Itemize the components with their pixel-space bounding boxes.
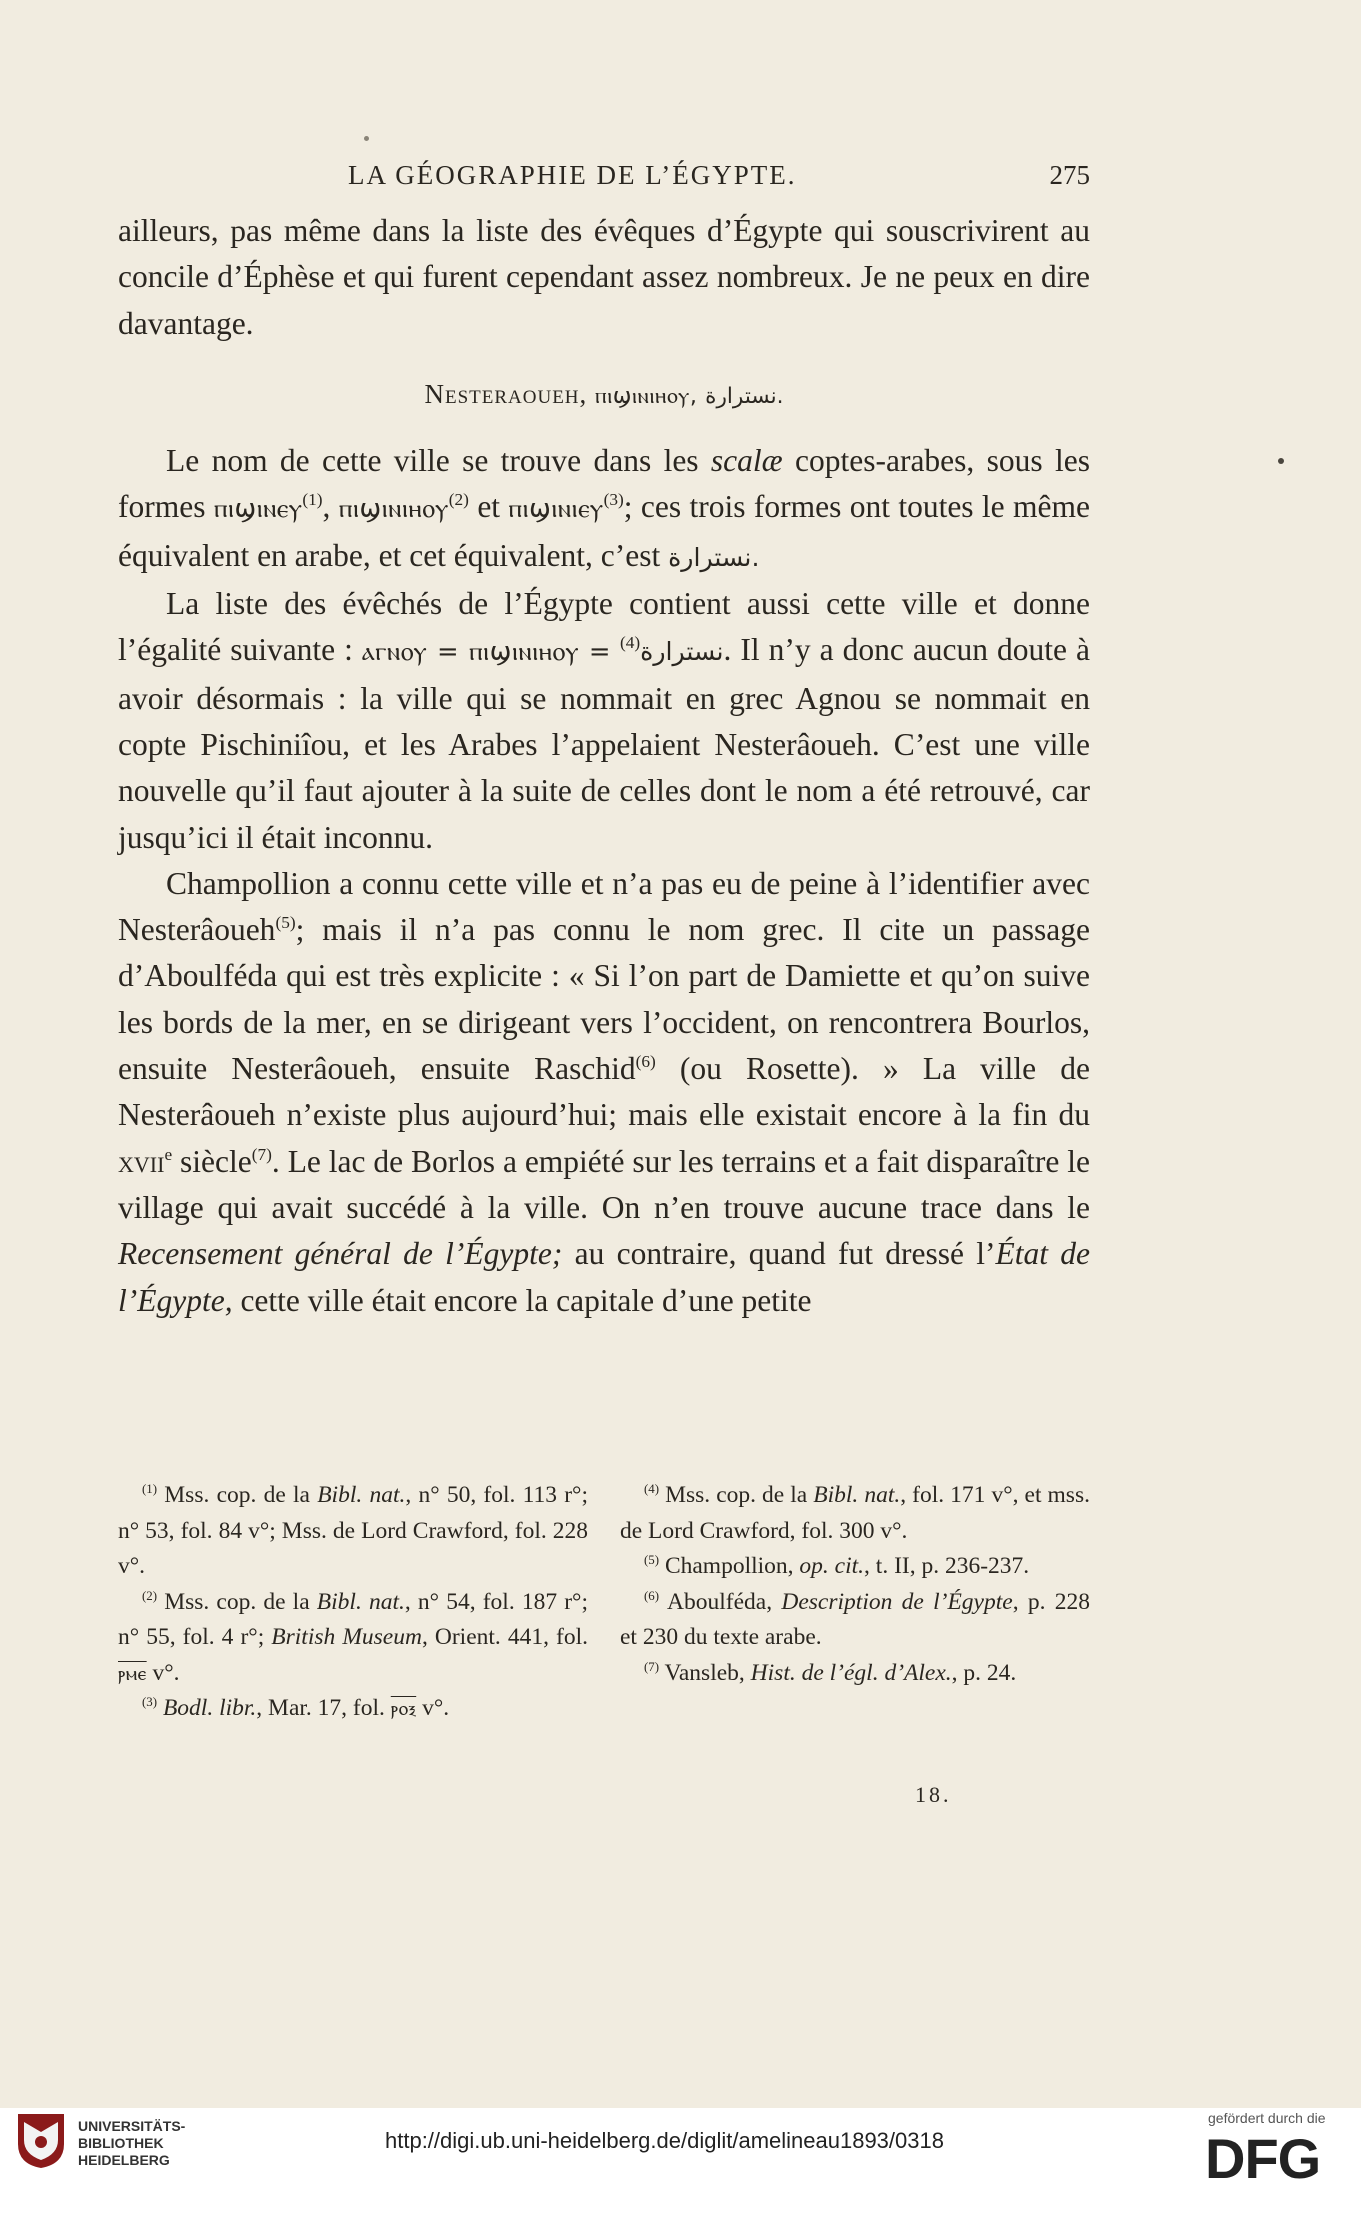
page-number: 275 — [1049, 160, 1090, 190]
heading-name: Nesteraoueh — [424, 378, 580, 409]
text-run: , p. 24. — [951, 1659, 1017, 1686]
footnote-5 — [620, 1549, 1090, 1585]
footnote-2 — [118, 1585, 588, 1692]
footnote-ref[interactable]: (1) — [302, 490, 323, 510]
italic-run: op. cit. — [799, 1553, 865, 1579]
running-head — [118, 160, 1090, 200]
footnote-number: (7) — [644, 1658, 660, 1674]
text-run: Champollion a connu cette ville et n’a pas eu de peine à l’identifier avec Nesterâoueh — [118, 865, 1090, 948]
footnote-ref[interactable]: (5) — [275, 913, 296, 933]
text-run: . Il n’y a donc aucun doute à avoir désormais : la ville qui se nommait en grec Agnou se nommait en copte Pischiniîou, et les Arabes l’appelaient Nesterâoueh. C’est une ville nouvelle qu’il faut ajouter à la suite de celles dont le nom a été retrouvé, car jusqu’ici il était inconnu. — [118, 632, 1090, 855]
heading-coptic: ⲡⲓϣⲓⲛⲓⲏⲟⲩ, — [595, 382, 698, 409]
coptic-numeral: ⲣⲟⲝ — [390, 1697, 417, 1720]
text-run: coptes-arabes, sous les formes — [118, 443, 1090, 525]
text-run: Mss. cop. de la — [659, 1482, 814, 1508]
text-run: , t. II, p. 236-237. — [864, 1553, 1030, 1579]
library-line: HEIDELBERG — [78, 2152, 170, 2168]
footnote-number: (2) — [142, 1587, 158, 1603]
text-run: Le nom de cette ville se trouve dans les — [166, 443, 711, 479]
footnote-6 — [620, 1585, 1090, 1656]
century-numeral: xvii — [118, 1143, 165, 1179]
footnote-number: (1) — [142, 1480, 158, 1496]
footnote-ref[interactable]: (6) — [635, 1051, 656, 1071]
library-name — [78, 2118, 185, 2169]
italic-run: Recensement général de l’Égypte; — [118, 1236, 563, 1272]
footnote-number: (5) — [644, 1551, 660, 1567]
text-run: cette ville était encore la capitale d’une petite — [232, 1282, 812, 1318]
coptic-word: ⲡⲓϣⲓⲛⲓⲉⲩ — [508, 494, 604, 525]
text-run: , p. 228 et 230 du texte arabe. — [620, 1588, 1090, 1650]
text-run: au contraire, quand fut dressé l’ — [562, 1236, 996, 1272]
text-run: Champollion, — [659, 1553, 800, 1579]
paragraph: ailleurs, pas même dans la liste des évêques d’Égypte qui souscrivirent au concile d’Éphèse et qui furent cependant assez nombreux. Je ne peux en dire davantage. — [118, 213, 1090, 341]
footnote-4 — [620, 1478, 1090, 1549]
paragraph — [118, 581, 1090, 861]
superscript-e: e — [164, 1144, 173, 1164]
footer-bar — [0, 2108, 1361, 2219]
footnote-ref[interactable]: (7) — [251, 1144, 272, 1164]
footnote-3 — [118, 1691, 588, 1727]
main-text — [118, 208, 1090, 1324]
footnote-1 — [118, 1478, 588, 1585]
text-run: v°. — [416, 1695, 450, 1721]
paragraph — [118, 438, 1090, 581]
footnotes-left-column — [118, 1478, 588, 1727]
text-run: , fol. 171 v°, et mss. de Lord Crawford, fol. 300 v°. — [620, 1482, 1090, 1544]
text-run: (ou Rosette). » La ville de Nesterâoueh n’existe plus aujourd’hui; mais elle existait encore à la fin du — [118, 1051, 1091, 1133]
footnotes — [118, 1478, 1090, 1778]
footnotes-right-column — [620, 1478, 1090, 1691]
coptic-word: ⲡⲓϣⲓⲛⲉⲩ — [213, 494, 303, 525]
italic-run: scalæ — [710, 443, 783, 479]
italic-run: British Museum — [271, 1624, 422, 1650]
library-line: BIBLIOTHEK — [78, 2135, 164, 2151]
text-run: , n° 50, fol. 113 r°; n° 53, fol. 84 v°; Mss. de Lord Crawford, fol. 228 v°. — [118, 1482, 588, 1579]
dfg-logo: DFG — [1205, 2127, 1321, 2190]
university-seal-icon — [14, 2110, 68, 2170]
section-heading: Nesteraoueh, ⲡⲓϣⲓⲛⲓⲏⲟⲩ, نسترارة. — [424, 378, 784, 409]
text-run: ; ces trois formes ont toutes le même équivalent en arabe, et cet équivalent, c’est — [118, 489, 1090, 573]
footnote-ref[interactable]: (4) — [619, 633, 641, 653]
text-run: Mss. cop. de la — [157, 1588, 317, 1615]
coptic-word: ⲡⲓϣⲓⲛⲓⲏⲟⲩ — [338, 494, 449, 525]
text-run: , n° 54, fol. 187 r°; n° 55, fol. 4 r°; — [118, 1588, 588, 1650]
footnote-number: (4) — [644, 1480, 660, 1496]
signature-mark: 18. — [915, 1782, 952, 1807]
page-title: LA GÉOGRAPHIE DE L’ÉGYPTE. — [348, 160, 797, 190]
text-run: et — [468, 489, 509, 525]
arabic-word: نسترارة — [640, 637, 724, 667]
text-run: Aboulféda, — [659, 1588, 782, 1615]
italic-run: Bibl. nat. — [813, 1482, 901, 1508]
italic-run: Bodl. libr. — [157, 1695, 257, 1721]
text-run: La liste des évêchés de l’Égypte contient aussi cette ville et donne l’égalité suivante : — [118, 586, 1090, 668]
coptic-word: ⲁⲅⲛⲟⲩ = ⲡⲓϣⲓⲛⲓⲏⲟⲩ = — [361, 637, 611, 668]
footnote-7 — [620, 1656, 1090, 1692]
dfg-label: gefördert durch die — [1208, 2110, 1326, 2126]
text-run: , Orient. 441, fol. — [421, 1624, 589, 1650]
text-run: , — [322, 489, 339, 525]
footnote-ref[interactable]: (2) — [448, 490, 469, 510]
text-run: Vansleb, — [659, 1659, 751, 1686]
arabic-word: نسترارة. — [668, 542, 760, 572]
library-line: UNIVERSITÄTS- — [78, 2118, 186, 2134]
coptic-numeral: ⲣⲙⲉ — [118, 1661, 147, 1685]
italic-run: Description de l’Égypte — [781, 1588, 1013, 1615]
footnote-ref[interactable]: (3) — [603, 490, 624, 510]
speck — [364, 136, 369, 141]
footnote-number: (3) — [142, 1693, 158, 1709]
text-run: Mss. cop. de la — [157, 1482, 318, 1508]
paragraph — [118, 861, 1090, 1324]
text-run: . Le lac de Borlos a empiété sur les terrains et a fait disparaître le village qui avait succédé à la ville. On n’en trouve aucune trace dans le — [118, 1143, 1090, 1225]
italic-run: Hist. de l’égl. d’Alex. — [750, 1659, 952, 1686]
text-run: siècle — [172, 1143, 252, 1179]
italic-run: État de l’Égypte, — [118, 1236, 1091, 1318]
text-run: ; mais il n’a pas connu le nom grec. Il cite un passage d’Aboulféda qui est très explicite : « Si l’on part de Damiette et qu’on suive les bords de la mer, en se dirigeant vers l’occident, on rencontrera Bourlos, ensuite Nesterâoueh, ensuite Raschid — [118, 912, 1090, 1087]
footnote-number: (6) — [644, 1587, 660, 1603]
italic-run: Bibl. nat. — [316, 1588, 405, 1615]
source-url-link[interactable]: http://digi.ub.uni-heidelberg.de/diglit/amelineau1893/0318 — [385, 2128, 944, 2153]
heading-arabic: نسترارة. — [705, 383, 784, 409]
italic-run: Bibl. nat. — [317, 1482, 406, 1508]
text-run: v°. — [146, 1659, 180, 1686]
text-run: , Mar. 17, fol. — [256, 1695, 391, 1721]
speck — [1278, 458, 1284, 464]
